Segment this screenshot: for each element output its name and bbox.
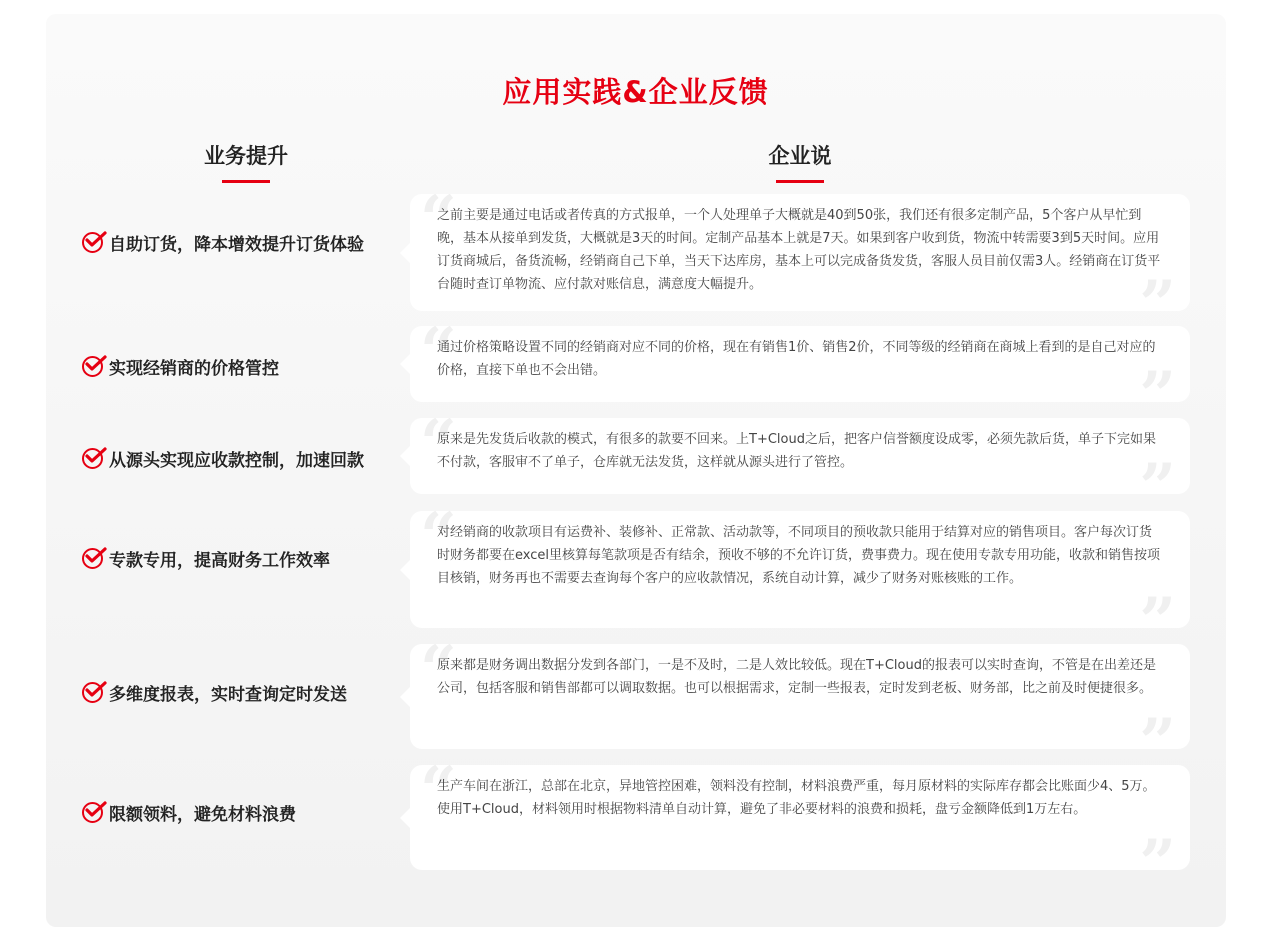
testimonial-text: 之前主要是通过电话或者传真的方式报单，一个人处理单子大概就是40到50张，我们还有很多定制产品，5个客户从早忙到晚，基本从接单到发货，大概就是3天的时间。定制产品基本上就是7天。如果到客户收到货，物流中转需要3到5天时间。应用订货商城后，备货流畅，经销商自己下单，当天下达库房，基本上可以完成备货发货，客服人员目前仅需3人。经销商在订货平台随时查订单物流、应付款对账信息，满意度大幅提升。 [437, 208, 1161, 292]
benefit-label [82, 680, 347, 705]
testimonial-text: 对经销商的收款项目有运费补、装修补、正常款、活动款等，不同项目的预收款只能用于结算对应的销售项目。客户每次订货时财务都要在excel里核算每笔款项是否有结余，预收不够的不允许订货，费事费力。现在使用专款专用功能，收款和销售按项目核销，财务再也不需要去查询每个客户的应收款情况，系统自动计算，减少了财务对账核账的工作。 [437, 525, 1160, 586]
testimonial-text: 原来是先发货后收款的模式，有很多的款要不回来。上T+Cloud之后，把客户信誉额度设成零，必须先款后货，单子下完如果不付款，客服审不了单子，仓库就无法发货，这样就从源头进行了管控。 [437, 432, 1156, 470]
check-circle-icon [82, 356, 103, 377]
testimonial-card [410, 499, 1190, 659]
testimonial-text: 生产车间在浙江，总部在北京，异地管控困难，领料没有控制，材料浪费严重，每月原材料的实际库存都会比账面少4、5万。使用T+Cloud，材料领用时根据物料清单自动计算，避免了非必要材料的浪费和损耗，盘亏金额降低到1万左右。 [437, 779, 1156, 817]
quote-close-icon: ” [1139, 584, 1176, 659]
benefit-label-text: 实现经销商的价格管控 [109, 359, 279, 379]
left-heading [186, 140, 306, 183]
testimonial-card [410, 314, 1190, 433]
quote-close-icon: ” [1139, 826, 1176, 901]
right-heading [740, 140, 860, 183]
benefit-label-text: 从源头实现应收款控制，加速回款 [109, 451, 364, 471]
check-circle-icon [82, 548, 103, 569]
check-circle-icon [82, 802, 103, 823]
benefit-label-text: 多维度报表，实时查询定时发送 [109, 685, 347, 705]
quote-open-icon: “ [420, 499, 457, 574]
benefit-label [82, 546, 330, 571]
quote-open-icon: “ [420, 182, 457, 257]
benefit-label [82, 446, 364, 471]
testimonial-card [410, 632, 1190, 780]
left-heading-underline [222, 180, 270, 183]
quote-open-icon: “ [420, 632, 457, 707]
right-heading-underline [776, 180, 824, 183]
quote-close-icon: ” [1139, 358, 1176, 433]
benefit-label-text: 限额领料，避免材料浪费 [109, 805, 296, 825]
quote-open-icon: “ [420, 314, 457, 389]
testimonial-card [410, 182, 1190, 342]
benefit-label [82, 230, 364, 255]
quote-open-icon: “ [420, 406, 457, 481]
section-title: 应用实践&企业反馈 [502, 75, 769, 109]
testimonial-card [410, 406, 1190, 525]
benefit-label-text: 专款专用，提高财务工作效率 [109, 551, 330, 571]
check-circle-icon [82, 682, 103, 703]
quote-open-icon: “ [420, 753, 457, 828]
quote-close-icon: ” [1139, 450, 1176, 525]
check-circle-icon [82, 448, 103, 469]
check-circle-icon [82, 232, 103, 253]
left-heading-text: 业务提升 [204, 144, 288, 168]
quote-close-icon: ” [1139, 267, 1176, 342]
testimonial-text: 原来都是财务调出数据分发到各部门，一是不及时，二是人效比较低。现在T+Cloud的报表可以实时查询，不管是在出差还是公司，包括客服和销售部都可以调取数据。也可以根据需求，定制一些报表，定时发到老板、财务部，比之前及时便捷很多。 [437, 658, 1156, 696]
testimonial-text: 通过价格策略设置不同的经销商对应不同的价格，现在有销售1价、销售2价，不同等级的经销商在商城上看到的是自己对应的价格，直接下单也不会出错。 [437, 340, 1156, 378]
right-heading-text: 企业说 [768, 144, 832, 168]
benefit-label-text: 自助订货，降本增效提升订货体验 [109, 235, 364, 255]
testimonial-card [410, 753, 1190, 901]
quote-close-icon: ” [1139, 705, 1176, 780]
benefit-label [82, 800, 296, 825]
benefit-label [82, 354, 279, 379]
